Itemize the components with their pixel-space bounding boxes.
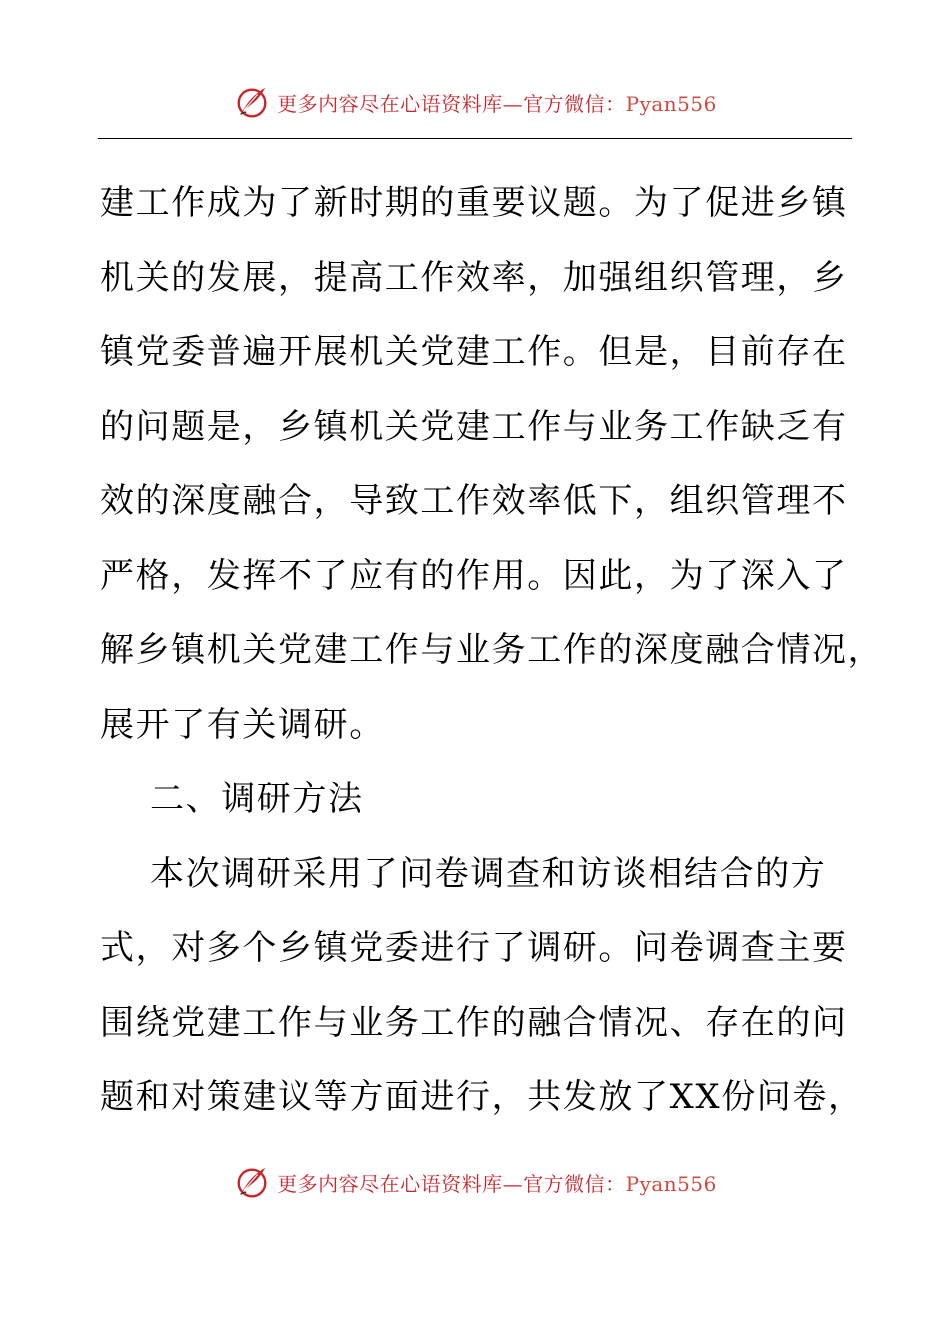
quill-logo-icon — [233, 1163, 271, 1201]
body-line: 的问题是，乡镇机关党建工作与业务工作缺乏有 — [100, 406, 848, 447]
footer-banner — [0, 1160, 950, 1204]
body-line: 解乡镇机关党建工作与业务工作的深度融合情况， — [100, 630, 884, 670]
body-line: 展开了有关调研。 — [100, 704, 385, 745]
body-line: 机关的发展，提高工作效率，加强组织管理，乡 — [100, 257, 848, 298]
document-body — [100, 166, 884, 1135]
body-line: 题和对策建议等方面进行，共发放了XX份问卷， — [100, 1077, 864, 1117]
footer-wechat-id: Pyan556 — [625, 1171, 717, 1196]
body-line: 围绕党建工作与业务工作的融合情况、存在的问 — [100, 1002, 848, 1043]
body-line: 镇党委普遍开展机关党建工作。但是，目前存在 — [100, 332, 848, 372]
header-divider — [98, 138, 852, 139]
body-line: 本次调研采用了问卷调查和访谈相结合的方 — [150, 853, 827, 894]
header-banner — [0, 80, 950, 124]
body-line: 建工作成为了新时期的重要议题。为了促进乡镇 — [100, 183, 848, 223]
quill-logo-icon — [233, 83, 271, 121]
section-heading: 二、调研方法 — [150, 779, 364, 819]
body-line: 严格，发挥不了应有的作用。因此，为了深入了 — [100, 555, 848, 596]
header-banner-text: 更多内容尽在心语资料库—官方微信：Pyan556 — [277, 91, 717, 116]
footer-banner-text: 更多内容尽在心语资料库—官方微信：Pyan556 — [277, 1171, 717, 1196]
header-wechat-id: Pyan556 — [625, 91, 717, 116]
body-line: 效的深度融合，导致工作效率低下，组织管理不 — [100, 481, 848, 521]
body-line: 式，对多个乡镇党委进行了调研。问卷调查主要 — [100, 928, 848, 968]
